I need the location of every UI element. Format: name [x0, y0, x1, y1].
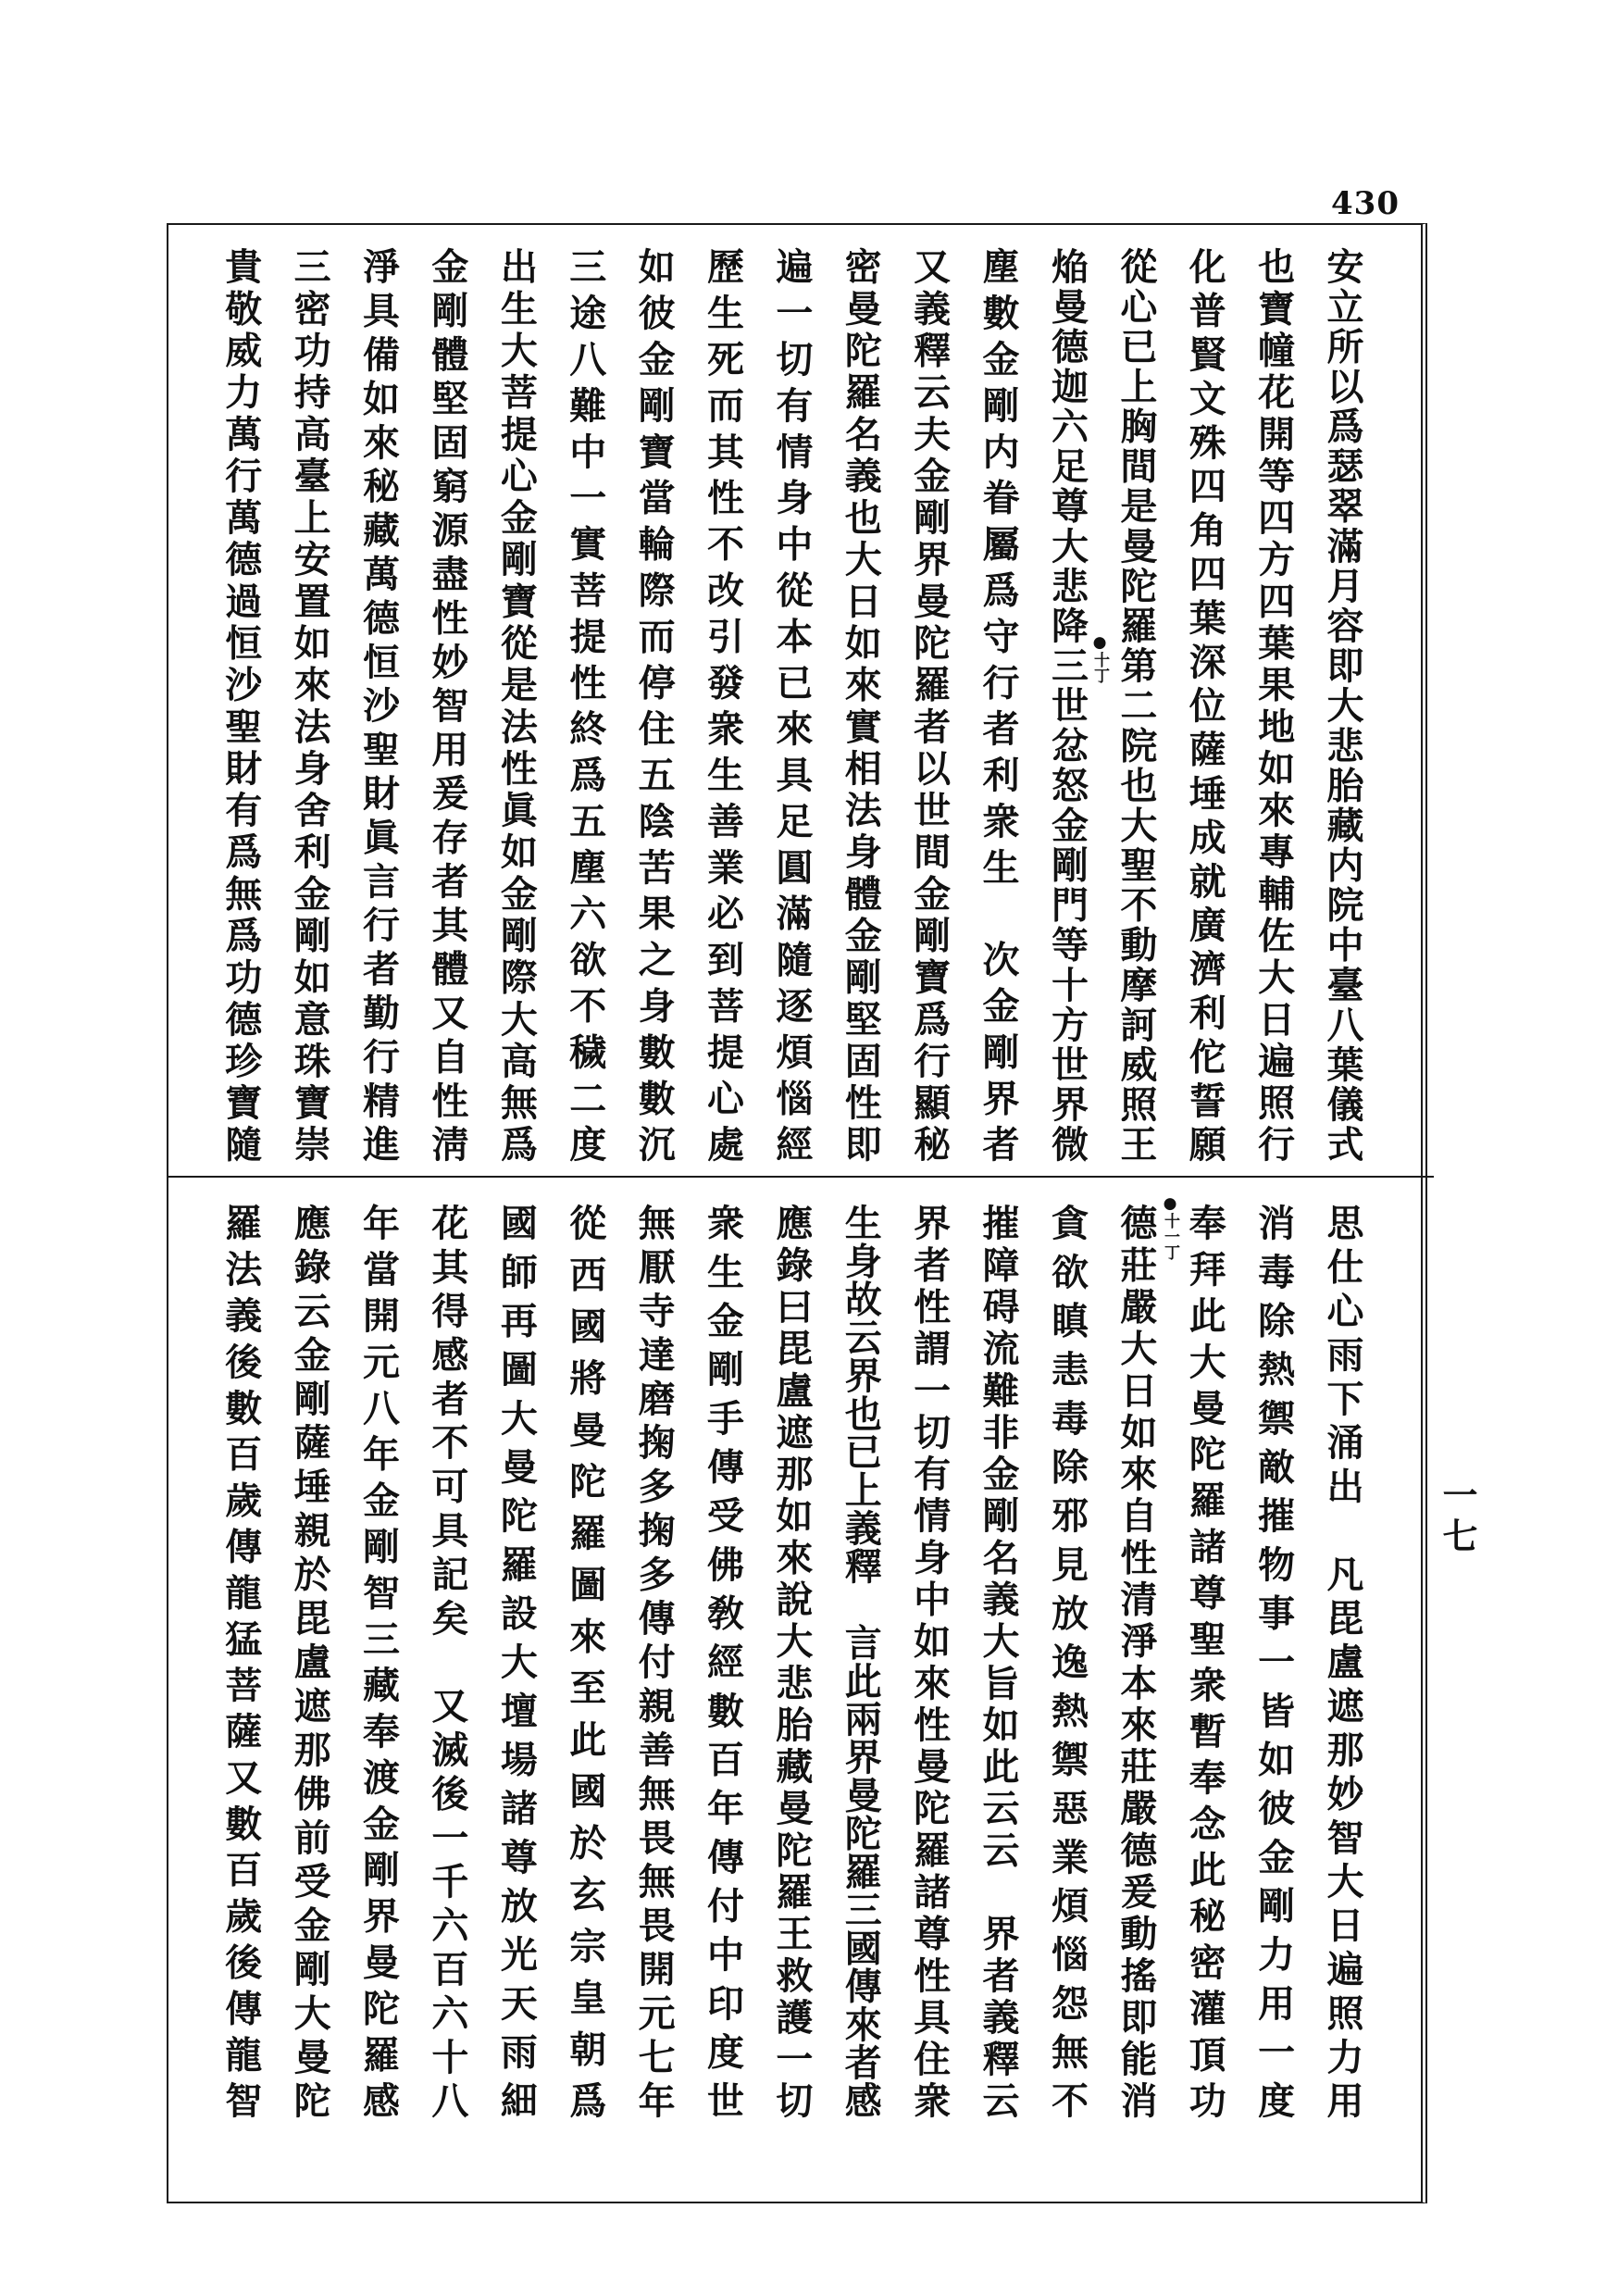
lower-text-section	[205, 1204, 1376, 2118]
upper-column-10: 歷生死而其性不改引發衆生善業必到菩提心處	[701, 247, 745, 1162]
upper-column-9: 遍一切有情身中從本已來具足圓滿隨逐煩惱經	[769, 247, 814, 1162]
lower-column-3: 奉拜此大曼陀羅諸尊聖衆暫奉念此秘密灌頂功	[1183, 1204, 1227, 2118]
section-divider	[167, 1176, 1434, 1178]
lower-column-13: 國師再圖大曼陀羅設大壇場諸尊放光天雨細	[494, 1204, 539, 2118]
upper-column-3: 化普賢文殊四角四葉深位薩埵成就廣濟利佗誓願	[1183, 247, 1227, 1162]
lower-column-10: 衆生金剛手傳受佛敎經數百年傳付中印度世	[701, 1204, 745, 2118]
upper-column-2: 也寶幢花開等四方四葉果地如來專輔佐大日遍照行	[1251, 247, 1296, 1162]
lower-folio-marker: ●十一丁	[1161, 1194, 1179, 1260]
upper-column-14: 金剛體堅固窮源盡性妙智用爰存者其體又自性淸	[425, 247, 469, 1162]
upper-column-8: 密曼陀羅名義也大日如來實相法身體金剛堅固性即	[839, 247, 883, 1162]
upper-column-13: 出生大菩提心金剛寶從是法性眞如金剛際大高無爲	[494, 247, 539, 1162]
lower-column-4: 德莊嚴大日如來自性清淨本來莊嚴德爰動搖即能消	[1114, 1204, 1158, 2118]
lower-column-14: 花其得感者不可具記矣 又滅後一千六百六十八	[425, 1204, 469, 2118]
upper-column-11: 如彼金剛寶當輪際而停住五陰苦果之身數數沉	[632, 247, 677, 1162]
lower-column-8: 生身故云界也已上義釋 言此兩界曼陀羅三國傳來者感	[839, 1204, 883, 2118]
upper-column-4: 從心已上胸間是曼陀羅第二院也大聖不動摩訶威照王	[1114, 247, 1158, 1162]
lower-column-9: 應錄曰毘盧遮那如來說大悲胎藏曼陀羅王救護一切	[769, 1204, 814, 2118]
lower-column-12: 從西國將曼陀羅圖來至此國於玄宗皇朝爲	[563, 1204, 607, 2118]
lower-column-16: 應錄云金剛薩埵親於毘盧遮那佛前受金剛大曼陀	[288, 1204, 332, 2118]
upper-column-7: 又義釋云夫金剛界曼陀羅者以世間金剛寶爲行顯秘	[907, 247, 952, 1162]
side-folio-number: 一七	[1437, 1477, 1478, 1558]
upper-column-16: 三密功持高臺上安置如來法身舍利金剛如意珠寶崇	[288, 247, 332, 1162]
lower-column-7: 界者性謂一切有情身中如來性曼陀羅諸尊性具住衆	[907, 1204, 952, 2118]
lower-column-15: 年當開元八年金剛智三藏奉渡金剛界曼陀羅感	[356, 1204, 401, 2118]
upper-column-12: 三途八難中一實菩提性終爲五塵六欲不穢二度	[563, 247, 607, 1162]
lower-column-1: 思仕心雨下涌出 凡毘盧遮那妙智大日遍照力用	[1321, 1204, 1364, 2118]
page-number: 430	[1331, 185, 1400, 222]
upper-text-section	[205, 247, 1376, 1162]
upper-column-5: 焔曼德迦六足尊大悲降三世忿怒金剛門等十方世界微	[1045, 247, 1089, 1162]
lower-column-17: 羅法義後數百歲傳龍猛菩薩又數百歲後傳龍智	[218, 1204, 263, 2118]
lower-column-11: 無厭寺達磨掬多掬多傳付親善無畏無畏開元七年	[632, 1204, 677, 2118]
upper-folio-marker: ●十丁	[1090, 633, 1109, 683]
upper-column-6: 塵數金剛内眷屬爲守行者利衆生 次金剛界者	[977, 247, 1021, 1162]
lower-column-6: 摧障碍流難非金剛名義大旨如此云云 界者義釋云	[977, 1204, 1021, 2118]
upper-column-17: 貴敬威力萬行萬德過恒沙聖財有爲無爲功德珍寶隨	[218, 247, 263, 1162]
lower-column-5: 貪欲瞋恚毒除邪見放逸熱禦惡業煩惱怨無不	[1045, 1204, 1089, 2118]
lower-column-2: 消毒除熱禦敵摧物事一皆如彼金剛力用一度	[1251, 1204, 1296, 2118]
upper-column-1: 安立所以爲瑟翠滿月容即大悲胎藏内院中臺八葉儀式	[1321, 247, 1364, 1162]
upper-column-15: 淨具備如來秘藏萬德恒沙聖財眞言行者勤行精進	[356, 247, 401, 1162]
